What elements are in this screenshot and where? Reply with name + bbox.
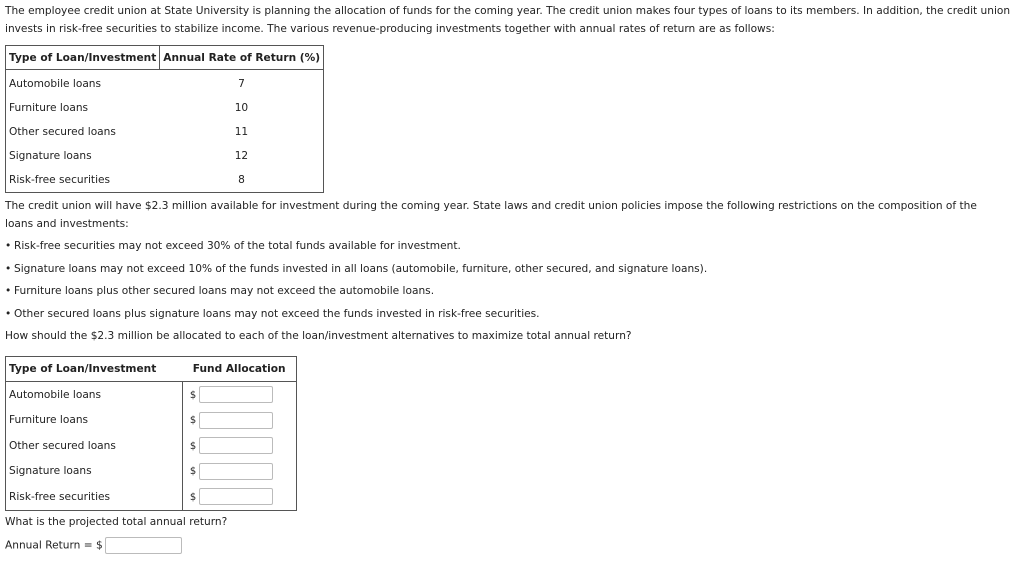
signature-loans-input[interactable] [199, 463, 273, 480]
annual-return-input[interactable] [105, 537, 182, 554]
rate-type-cell: Risk-free securities [9, 174, 111, 186]
allocation-question: How should the $2.3 million be allocated to each of the loan/investment alternatives to maximize total annual return? [5, 330, 632, 342]
bullet-icon: • [5, 285, 12, 297]
rates-table-header [6, 46, 324, 70]
allocation-type-cell: Automobile loans [6, 382, 183, 408]
rate-type-cell: Furniture loans [9, 102, 89, 114]
rate-type-cell: Other secured loans [9, 126, 116, 138]
allocation-amount-cell [182, 382, 296, 408]
currency-symbol: $ [189, 491, 197, 503]
allocation-header-type: Type of Loan/Investment [9, 363, 157, 375]
constraint-text: Furniture loans plus other secured loans may not exceed the automobile loans. [14, 285, 435, 297]
table-row [6, 144, 324, 168]
list-item [5, 262, 707, 276]
table-row [6, 408, 297, 434]
furniture-loans-input[interactable] [199, 412, 273, 429]
allocation-table [5, 356, 297, 511]
rate-value-cell: 10 [234, 102, 249, 114]
constraint-text: Risk-free securities may not exceed 30% of the total funds available for investment. [14, 240, 461, 252]
rates-header-rate: Annual Rate of Return (%) [160, 46, 324, 70]
problem-intro: The employee credit union at State University is planning the allocation of funds for the coming year. The credit union makes four types of loans to its members. In addition, the credit union invests in risk-free securities to stabilize income. The various revenue-producing investments together with annual rates of return are as follows: [5, 5, 1011, 35]
bullet-icon: • [5, 308, 12, 320]
allocation-amount-cell [182, 484, 296, 510]
allocation-type-cell: Other secured loans [6, 433, 183, 459]
table-row [6, 168, 324, 193]
table-row [6, 484, 297, 510]
allocation-type-cell: Signature loans [6, 459, 183, 485]
list-item [5, 284, 434, 298]
annual-return-label: Annual Return = [5, 539, 93, 552]
constraints-intro: The credit union will have $2.3 million available for investment during the coming year. State laws and credit union policies impose the following restrictions on the composition of the loans and investments: [5, 200, 977, 230]
allocation-amount-cell [182, 459, 296, 485]
list-item [5, 307, 540, 321]
allocation-amount-cell [182, 433, 296, 459]
allocation-type-cell: Risk-free securities [6, 484, 183, 510]
table-row [6, 382, 297, 408]
table-row [6, 433, 297, 459]
allocation-table-header [6, 357, 297, 382]
table-row [6, 459, 297, 485]
currency-symbol: $ [95, 539, 103, 552]
rate-value-cell: 11 [234, 126, 249, 138]
return-question: What is the projected total annual return? [5, 516, 228, 528]
automobile-loans-input[interactable] [199, 386, 273, 403]
risk-free-securities-input[interactable] [199, 488, 273, 505]
currency-symbol: $ [189, 415, 197, 427]
rate-type-cell: Automobile loans [9, 78, 102, 90]
table-row [6, 120, 324, 144]
constraint-text: Other secured loans plus signature loans may not exceed the funds invested in risk-free securities. [14, 308, 540, 320]
bullet-icon: • [5, 263, 12, 275]
list-item [5, 239, 461, 253]
annual-return-row [5, 537, 182, 554]
allocation-header-fund: Fund Allocation [192, 363, 286, 375]
currency-symbol: $ [189, 466, 197, 478]
rate-value-cell: 7 [238, 78, 245, 90]
bullet-icon: • [5, 240, 12, 252]
currency-symbol: $ [189, 440, 197, 452]
allocation-type-cell: Furniture loans [6, 408, 183, 434]
currency-symbol: $ [189, 389, 197, 401]
rate-type-cell: Signature loans [9, 150, 92, 162]
allocation-amount-cell [182, 408, 296, 434]
constraint-text: Signature loans may not exceed 10% of the funds invested in all loans (automobile, furniture, other secured, and signature loans). [14, 263, 708, 275]
rates-header-type: Type of Loan/Investment [6, 46, 160, 70]
table-row [6, 96, 324, 120]
table-row [6, 70, 324, 97]
other-secured-loans-input[interactable] [199, 437, 273, 454]
rate-value-cell: 12 [234, 150, 249, 162]
rate-value-cell: 8 [238, 174, 245, 186]
rates-table [5, 45, 324, 193]
